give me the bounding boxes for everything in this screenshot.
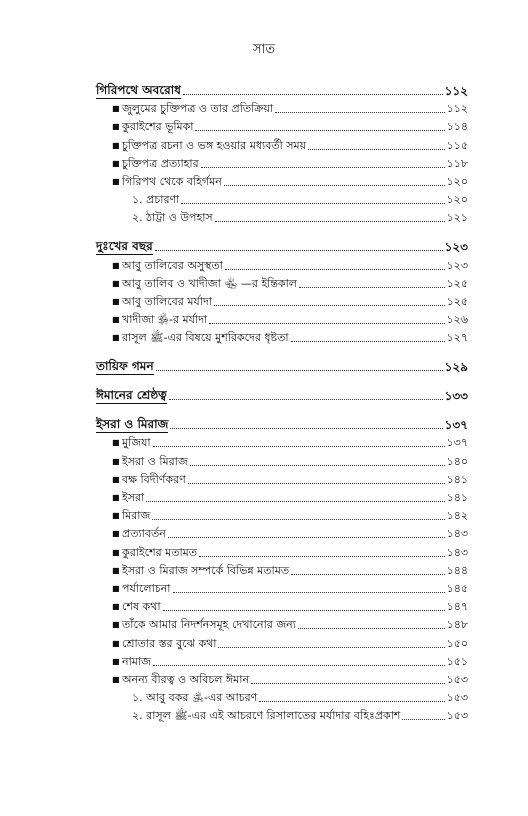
- toc-entry-label: শেষ কথা: [122, 600, 161, 614]
- dot-leader: [155, 250, 443, 251]
- toc-entry-label: শ্রোতার স্তর বুঝে কথা: [122, 636, 217, 650]
- toc-entry-label: তায়িফ গমন: [96, 359, 154, 374]
- toc-entry-page: ১১২: [446, 102, 468, 116]
- toc-entry-page: ১২৩: [444, 240, 468, 255]
- toc-section-heading[interactable]: [96, 80, 468, 99]
- toc-section: [96, 385, 468, 404]
- dot-leader: [308, 149, 445, 150]
- toc-entry-page: ১২৬: [446, 313, 468, 327]
- toc-entry-label: তাঁকে আমার নিদর্শনসমূহ দেখানোর জন্য: [122, 618, 296, 632]
- toc-entry-page: ১৩৩: [444, 389, 468, 404]
- toc-entry-label: ২. রাসূল ﷺ-এর এই আচরণে রিসালাতের মর্যাদার বহিঃপ্রকাশ: [132, 709, 401, 723]
- toc-entry-page: ১৪১: [446, 491, 468, 504]
- toc-entry[interactable]: [96, 190, 468, 208]
- toc-entry-label: ১. আবু বকর ﵁-এর আচরণ: [132, 691, 258, 705]
- toc-entry[interactable]: [96, 208, 468, 226]
- toc-entry[interactable]: [96, 292, 468, 310]
- bullet-icon: ■: [112, 158, 120, 168]
- bullet-icon: ■: [112, 674, 120, 684]
- toc-entry-page: ১৫৩: [446, 691, 468, 705]
- toc-entry[interactable]: [96, 633, 468, 651]
- dot-leader: [152, 519, 444, 520]
- toc-entry-page: ১৪৩: [446, 545, 468, 559]
- toc-entry-page: ১১৮: [446, 156, 468, 170]
- toc-entry-label: ইসরা: [122, 491, 145, 504]
- toc-section-heading[interactable]: [96, 414, 468, 433]
- toc-entry[interactable]: [96, 597, 468, 615]
- toc-section: [96, 414, 468, 724]
- dot-leader: [251, 683, 445, 684]
- bullet-icon: ■: [112, 260, 120, 270]
- bullet-icon: ■: [112, 529, 120, 539]
- toc-entry[interactable]: [96, 542, 468, 560]
- toc-section-heading[interactable]: [96, 385, 468, 404]
- bullet-icon: ■: [112, 511, 120, 521]
- toc-entry-label: কুরাইশের ভূমিকা: [122, 120, 194, 134]
- toc-entry-page: ১৫৩: [446, 672, 468, 686]
- toc-entry[interactable]: [96, 274, 468, 292]
- toc-entry[interactable]: [96, 652, 468, 670]
- toc-entry-label: রাসূল ﷺ-এর বিষয়ে মুশরিকদের ধৃষ্টতা: [122, 331, 289, 345]
- toc-entry-label: কুরাইশের মতামত: [122, 545, 198, 559]
- toc-entry-page: ১২১: [446, 211, 468, 225]
- dot-leader: [170, 428, 442, 429]
- toc-entry[interactable]: [96, 706, 468, 724]
- toc-entry-page: ১২৫: [446, 276, 468, 290]
- bullet-icon: ■: [112, 620, 120, 630]
- toc-entry[interactable]: [96, 135, 468, 153]
- toc-entry-page: ১৪৭: [446, 600, 468, 614]
- toc-entry-label: পর্যালোচনা: [122, 581, 171, 595]
- dot-leader: [225, 269, 445, 270]
- toc-entry-label: গিরিপথ থেকে বহির্গমন: [122, 174, 222, 188]
- dot-leader: [146, 501, 444, 502]
- toc-entry-label: চুক্তিপত্র প্রত্যাহার: [122, 156, 199, 170]
- toc-entry-label: গিরিপথে অবরোধ: [96, 83, 181, 97]
- toc-entry-page: ১১৪: [446, 120, 468, 134]
- toc-entry-label: দুঃখের বছর: [96, 239, 153, 254]
- bullet-icon: ■: [112, 333, 120, 343]
- toc-section: [96, 356, 468, 375]
- dot-leader: [214, 305, 445, 306]
- toc-entry-label: বক্ষ বিদীর্ণকরণ: [122, 472, 186, 486]
- toc-entry[interactable]: [96, 172, 468, 190]
- dot-leader: [259, 701, 444, 702]
- toc-entry[interactable]: [96, 670, 468, 688]
- bullet-icon: ■: [112, 656, 120, 666]
- bullet-icon: ■: [112, 547, 120, 557]
- toc-entry[interactable]: [96, 451, 468, 469]
- bullet-icon: ■: [112, 296, 120, 306]
- toc-entry[interactable]: [96, 688, 468, 706]
- toc-entry-label: অনন্য বীরত্ব ও অবিচল ঈমান: [122, 672, 250, 686]
- bullet-icon: ■: [112, 602, 120, 612]
- toc-entry-label: ১. প্রচারণা: [132, 193, 180, 207]
- toc-section: [96, 236, 468, 346]
- toc-entry[interactable]: [96, 579, 468, 597]
- dot-leader: [215, 221, 445, 222]
- dot-leader: [201, 167, 445, 168]
- toc-entry-page: ১১২: [444, 84, 468, 98]
- bullet-icon: ■: [112, 474, 120, 484]
- toc-entry-page: ১৩৭: [446, 436, 468, 450]
- toc-entry-page: ১২০: [446, 174, 468, 188]
- toc-entry-label: প্রত্যাবর্তন: [122, 527, 166, 541]
- dot-leader: [183, 94, 443, 95]
- toc-entry[interactable]: [96, 506, 468, 524]
- toc-entry-page: ১২৭: [446, 331, 468, 345]
- dot-leader: [181, 203, 444, 204]
- toc-section-heading[interactable]: [96, 236, 468, 255]
- toc-section-heading[interactable]: [96, 356, 468, 375]
- toc-entry-page: ১২৯: [444, 360, 468, 375]
- toc-entry-page: ১৪৩: [446, 527, 468, 541]
- toc-entry[interactable]: [96, 561, 468, 579]
- dot-leader: [163, 610, 445, 611]
- bullet-icon: ■: [112, 565, 120, 575]
- dot-leader: [199, 556, 445, 557]
- toc-entry-page: ১৪২: [446, 509, 468, 523]
- dot-leader: [195, 130, 444, 131]
- toc-entry[interactable]: [96, 310, 468, 328]
- dot-leader: [218, 647, 444, 648]
- dot-leader: [168, 537, 445, 538]
- toc-entry-page: ১৫০: [446, 636, 468, 650]
- toc-entry[interactable]: [96, 154, 468, 172]
- bullet-icon: ■: [112, 122, 120, 132]
- bullet-icon: ■: [112, 456, 120, 466]
- toc-entry[interactable]: [96, 524, 468, 542]
- toc-entry[interactable]: [96, 328, 468, 346]
- toc-entry-label: জুলুমের চুক্তিপত্র ও তার প্রতিক্রিয়া: [122, 102, 274, 116]
- toc-entry-page: ১৪৮: [446, 618, 468, 632]
- dot-leader: [188, 483, 445, 484]
- dot-leader: [224, 185, 445, 186]
- dot-leader: [291, 574, 444, 575]
- toc-entry-page: ১৫১: [446, 654, 468, 668]
- bullet-icon: ■: [112, 315, 120, 325]
- toc-entry-label: ঈমানের শ্রেষ্ঠত্ব: [96, 388, 167, 403]
- bullet-icon: ■: [112, 638, 120, 648]
- toc-entry-page: ১৪০: [446, 454, 468, 468]
- bullet-icon: ■: [112, 278, 120, 288]
- bullet-icon: ■: [112, 493, 120, 502]
- bullet-icon: ■: [112, 140, 120, 150]
- dot-leader: [173, 592, 445, 593]
- toc-entry-page: ১৩৭: [444, 418, 468, 433]
- toc-entry-label: ইসরা ও মিরাজ: [96, 417, 169, 432]
- dot-leader: [169, 399, 443, 400]
- toc-entry-label: আবু তালিবের মর্যাদা: [122, 294, 212, 308]
- toc-entry-label: আবু তালিবের অসুস্থতা: [122, 258, 223, 272]
- toc-entry[interactable]: [96, 615, 468, 633]
- toc-entry-page: ১১৫: [446, 138, 468, 152]
- toc-entry-label: চুক্তিপত্র রচনা ও ভঙ্গ হওয়ার মধ্যবর্তী সময়: [122, 138, 307, 152]
- toc-entry[interactable]: [96, 488, 468, 506]
- toc-entry-label: মিরাজ: [122, 509, 151, 523]
- dot-leader: [153, 665, 445, 666]
- toc-section: [96, 80, 468, 226]
- dot-leader: [299, 287, 445, 288]
- toc-entry-label: ২. ঠাট্টা ও উপহাস: [132, 211, 213, 225]
- toc-entry-label: খাদীজা ﵂-র মর্যাদা: [122, 313, 208, 327]
- toc-entry-label: ইসরা ও মিরাজ: [122, 454, 188, 468]
- dot-leader: [291, 341, 445, 342]
- toc-entry[interactable]: [96, 433, 468, 451]
- dot-leader: [298, 628, 445, 629]
- bullet-icon: ■: [112, 176, 120, 186]
- toc-entry-label: ইসরা ও মিরাজ সম্পর্কে বিভিন্ন মতামত: [122, 563, 290, 577]
- bullet-icon: ■: [112, 438, 120, 448]
- bullet-icon: ■: [112, 104, 120, 114]
- toc-entry[interactable]: [96, 470, 468, 488]
- page-number: সাত: [252, 42, 276, 57]
- toc-entry-label: নামাজ: [122, 654, 151, 668]
- dot-leader: [402, 719, 444, 720]
- dot-leader: [209, 323, 444, 324]
- table-of-contents: [96, 80, 468, 734]
- dot-leader: [190, 465, 445, 466]
- toc-entry-page: ১৪১: [446, 472, 468, 486]
- toc-entry-page: ১৪৪: [446, 563, 468, 577]
- toc-entry-page: ১৫৩: [446, 709, 468, 723]
- toc-entry-page: ১৪৫: [446, 581, 468, 595]
- dot-leader: [275, 112, 444, 113]
- dot-leader: [156, 370, 443, 371]
- bullet-icon: ■: [112, 583, 120, 593]
- toc-entry-label: মুজিযা: [122, 436, 151, 450]
- dot-leader: [153, 446, 445, 447]
- toc-entry[interactable]: [96, 255, 468, 273]
- toc-entry-page: ১২০: [446, 193, 468, 207]
- toc-entry-page: ১২৫: [446, 294, 468, 308]
- toc-entry[interactable]: [96, 117, 468, 135]
- toc-entry[interactable]: [96, 99, 468, 117]
- toc-entry-label: আবু তালিব ও খাদীজা ﵄ —র ইন্তিকাল: [122, 276, 297, 290]
- toc-entry-page: ১২৩: [446, 258, 468, 272]
